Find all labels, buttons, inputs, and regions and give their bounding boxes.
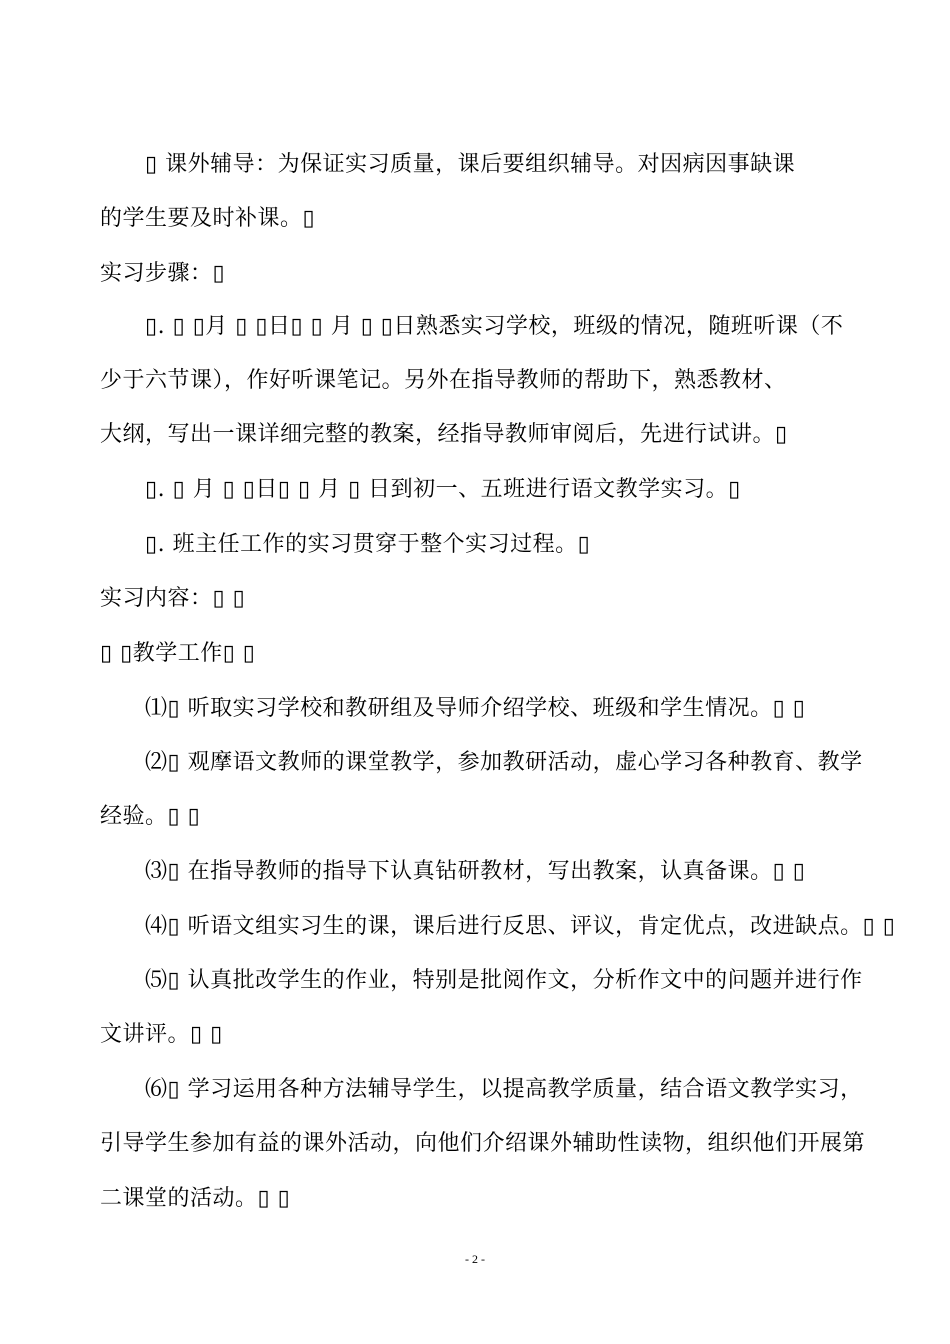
list-item: ⑷▯ 听语文组实习生的课，课后进行反思、评议，肯定优点，改进缺点。▯ ▯ bbox=[145, 914, 896, 939]
paragraph-line: 的学生要及时补课。▯ bbox=[100, 206, 316, 231]
section-heading: 实习步骤：▯ bbox=[100, 261, 226, 286]
list-item-continuation: 引导学生参加有益的课外活动，向他们介绍课外辅助性读物，组织他们开展第 bbox=[100, 1131, 866, 1156]
list-item-continuation: 文讲评。▯ ▯ bbox=[100, 1022, 223, 1047]
paragraph-line: 少于六节课），作好听课笔记。另外在指导教师的帮助下，熟悉教材、 bbox=[100, 368, 787, 393]
list-item: ⑸▯ 认真批改学生的作业，特别是批阅作文，分析作文中的问题并进行作 bbox=[145, 968, 863, 993]
section-heading: 实习内容：▯ ▯ bbox=[100, 586, 246, 611]
list-item: ⑶▯ 在指导教师的指导下认真钻研教材，写出教案，认真备课。▯ ▯ bbox=[145, 859, 806, 884]
paragraph-line: ▯. ▯ ▯月 ▯ ▯日▯ ▯ 月 ▯ ▯日熟悉实习学校，班级的情况，随班听课（不 bbox=[145, 314, 844, 339]
paragraph-line: 大纲，写出一课详细完整的教案，经指导教师审阅后，先进行试讲。▯ bbox=[100, 422, 788, 447]
paragraph-line: ▯. 班主任工作的实习贯穿于整个实习过程。▯ bbox=[145, 532, 591, 557]
page-number: - 2 - bbox=[465, 1252, 485, 1266]
list-item-continuation: 经验。▯ ▯ bbox=[100, 804, 201, 829]
paragraph-line: ▯. ▯ 月 ▯ ▯日▯ ▯ 月 ▯ 日到初一、五班进行语文教学实习。▯ bbox=[145, 477, 741, 502]
list-item-continuation: 二课堂的活动。▯ ▯ bbox=[100, 1186, 291, 1211]
list-item: ⑵▯ 观摩语文教师的课堂教学，参加教研活动，虚心学习各种教育、教学 bbox=[145, 750, 863, 775]
list-item: ⑴▯ 听取实习学校和教研组及导师介绍学校、班级和学生情况。▯ ▯ bbox=[145, 696, 806, 721]
paragraph-line: ▯ 课外辅导：为保证实习质量，课后要组织辅导。对因病因事缺课 bbox=[145, 152, 796, 177]
list-item: ⑹▯ 学习运用各种方法辅导学生，以提高教学质量，结合语文教学实习， bbox=[145, 1077, 863, 1102]
subsection-heading: ▯ ▯教学工作▯ ▯ bbox=[100, 641, 256, 666]
